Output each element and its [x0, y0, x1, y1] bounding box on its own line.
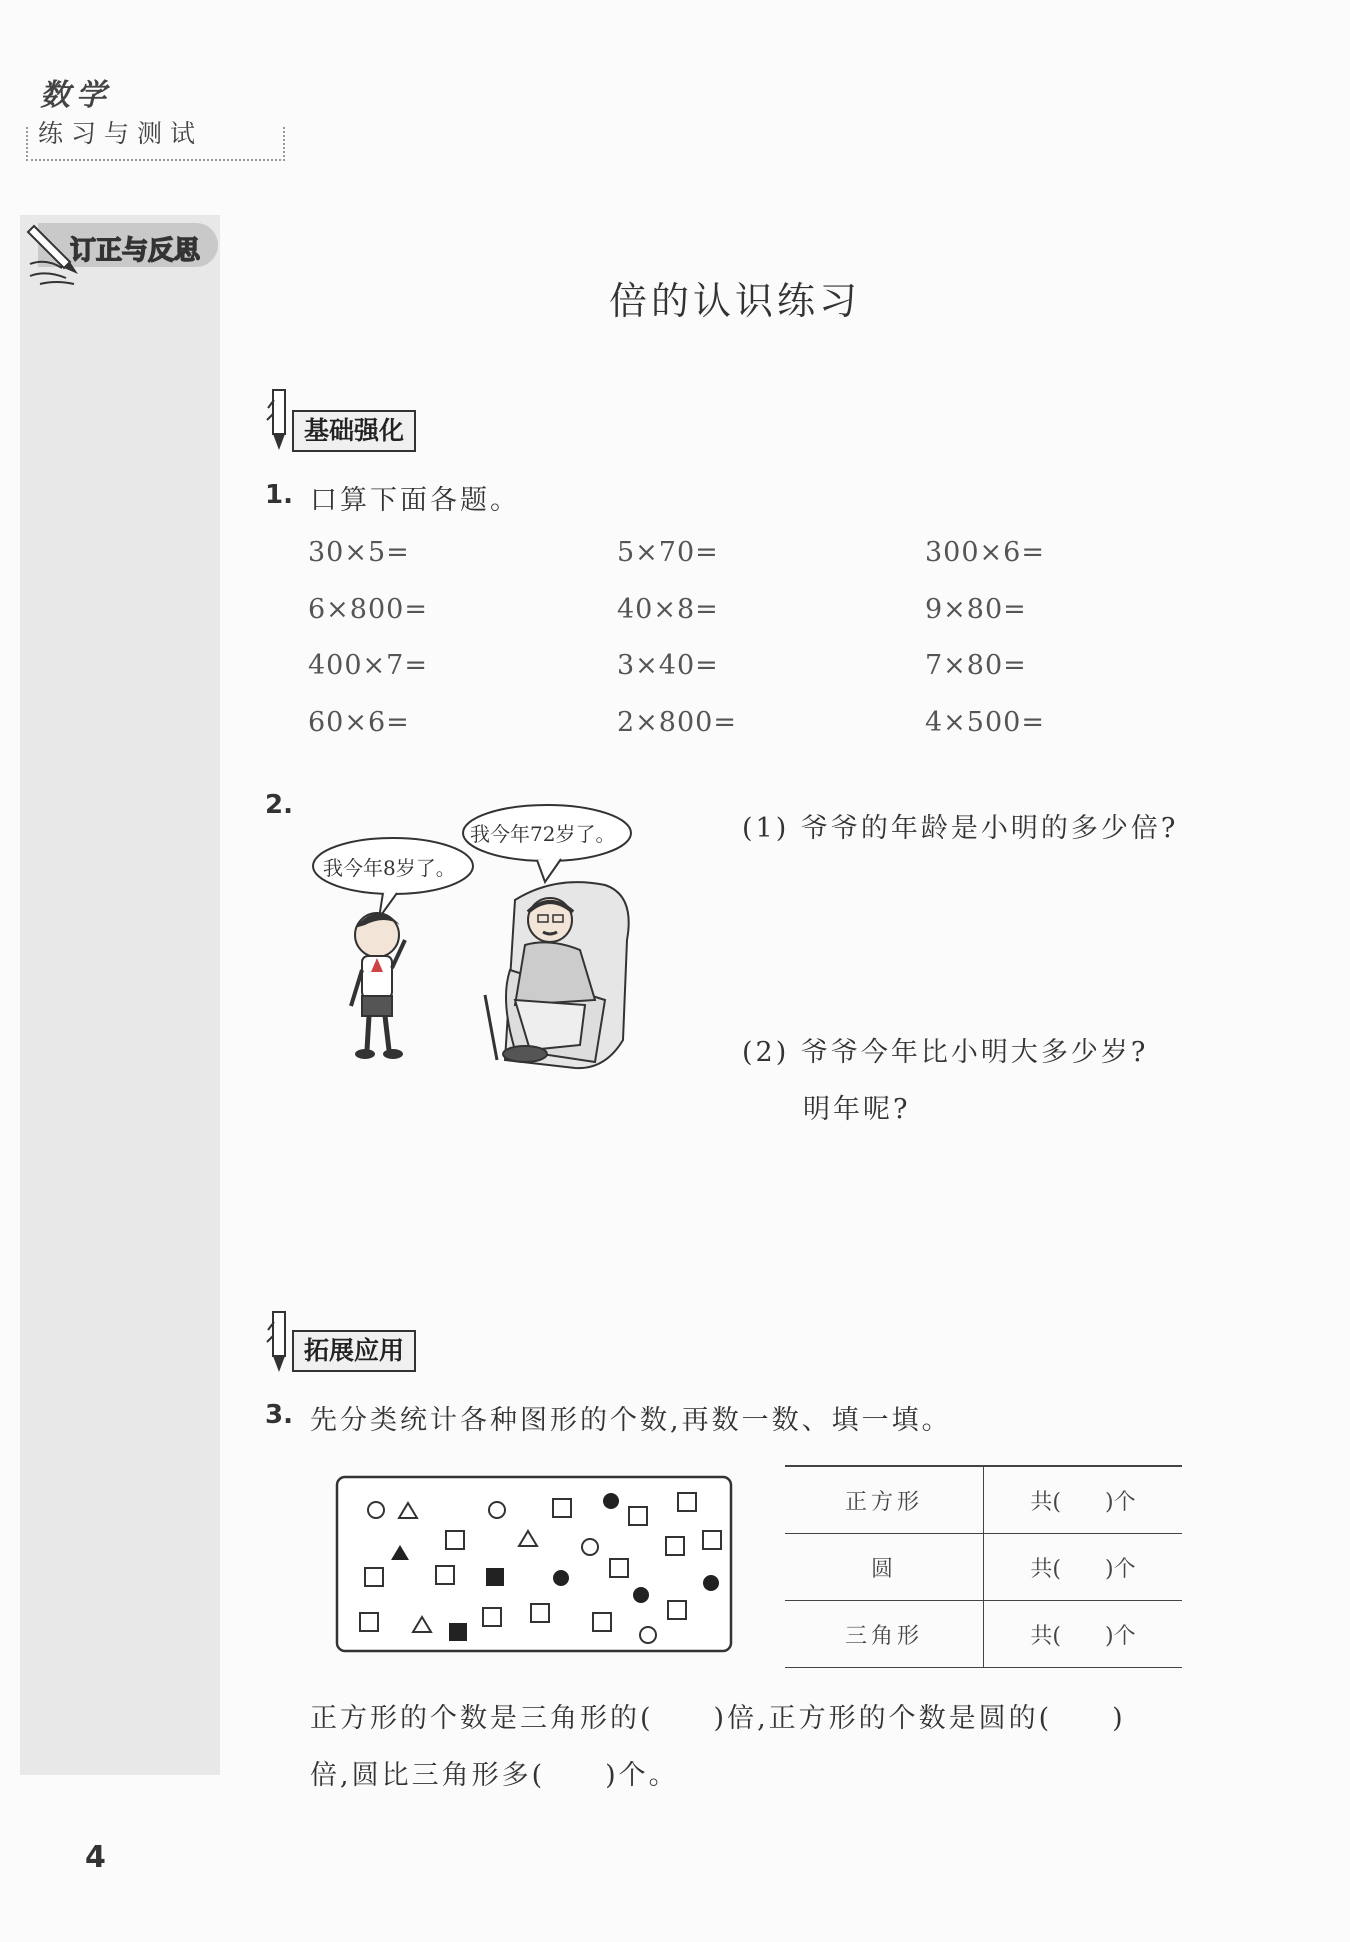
calc-item: 30×5= [308, 537, 410, 568]
calc-item: 6×800= [308, 594, 428, 625]
calc-item: 300×6= [925, 537, 1045, 568]
sub-question-2-cont: 明年呢? [803, 1094, 911, 1125]
question-number: 2. [265, 790, 293, 820]
boy-speech: 我今年8岁了。 [323, 856, 456, 880]
calc-item: 400×7= [308, 650, 428, 681]
tally-table [785, 1465, 1182, 1668]
table-label: 正方形 [785, 1466, 984, 1534]
table-row [785, 1466, 1182, 1534]
boy-figure [351, 913, 405, 1059]
correction-sidebar [20, 215, 220, 1775]
brand-divider [26, 127, 285, 161]
sub-question-2: (2) 爷爷今年比小明大多少岁? [742, 1037, 1149, 1068]
question-number: 3. [265, 1400, 293, 1430]
brand-title: 数学 [40, 78, 112, 113]
shapes-box [335, 1475, 735, 1655]
brand-subtitle: 练习与测试 [38, 119, 204, 148]
question-text: 口算下面各题。 [310, 485, 520, 516]
page-title: 倍的认识练习 [608, 279, 861, 323]
calc-item: 5×70= [617, 537, 719, 568]
question-text: 先分类统计各种图形的个数,再数一数、填一填。 [310, 1405, 952, 1436]
page-number: 4 [85, 1840, 106, 1875]
table-answer[interactable]: 共( )个 [984, 1466, 1183, 1534]
calc-item: 9×80= [925, 594, 1027, 625]
correction-label: 订正与反思 [70, 236, 201, 266]
calc-item: 7×80= [925, 650, 1027, 681]
calc-item: 3×40= [617, 650, 719, 681]
table-answer[interactable]: 共( )个 [984, 1534, 1183, 1601]
grandpa-speech: 我今年72岁了。 [470, 822, 616, 846]
table-answer[interactable]: 共( )个 [984, 1601, 1183, 1668]
pencil-icon [266, 1310, 292, 1376]
grandpa-figure [485, 882, 629, 1068]
section-basic: 基础强化 [292, 410, 416, 452]
calc-item: 2×800= [617, 707, 737, 738]
table-label: 三角形 [785, 1601, 984, 1668]
pencil-icon [266, 388, 292, 454]
calc-item: 40×8= [617, 594, 719, 625]
table-row [785, 1534, 1182, 1601]
question-number: 1. [265, 480, 293, 510]
sub-question-1: (1) 爷爷的年龄是小明的多少倍? [742, 813, 1179, 844]
fill-blank-line-2[interactable]: 倍,圆比三角形多( )个。 [310, 1760, 679, 1791]
fill-blank-line-1[interactable]: 正方形的个数是三角形的( )倍,正方形的个数是圆的( ) [310, 1703, 1126, 1734]
calc-item: 4×500= [925, 707, 1045, 738]
table-label: 圆 [785, 1534, 984, 1601]
calc-item: 60×6= [308, 707, 410, 738]
table-row [785, 1601, 1182, 1668]
section-extend: 拓展应用 [292, 1330, 416, 1372]
